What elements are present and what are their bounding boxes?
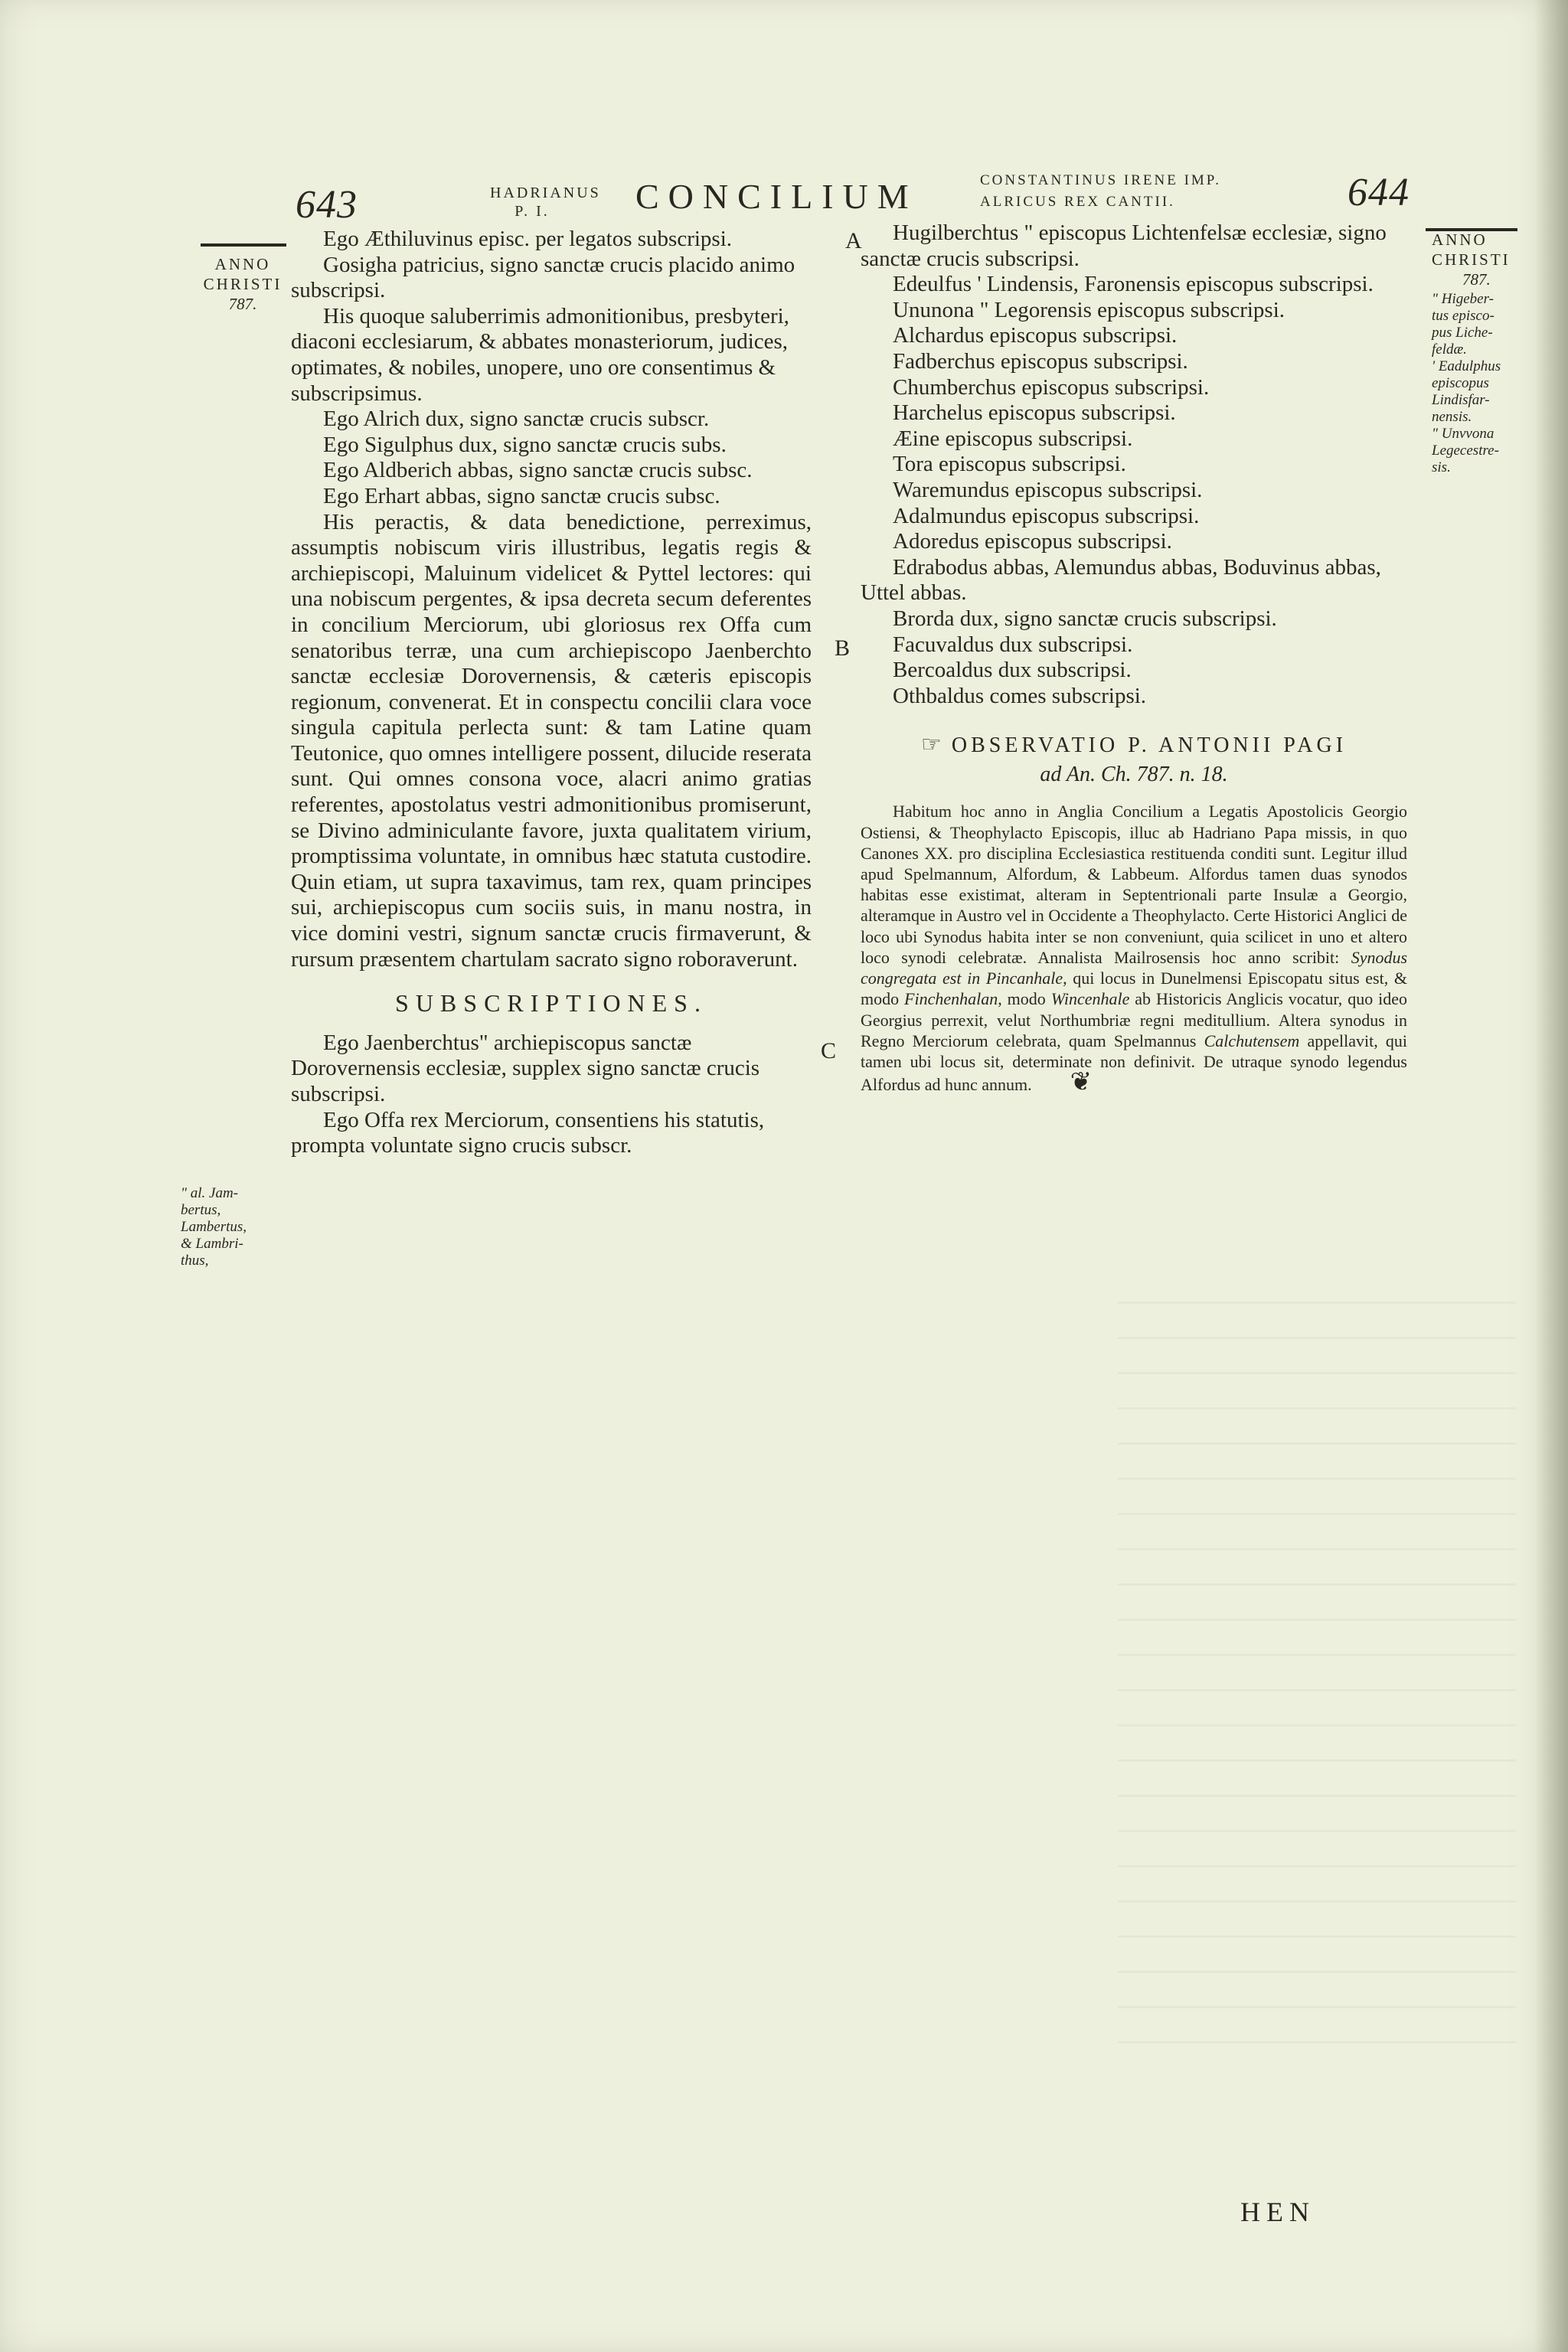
left-paragraph: Gosigha patricius, signo sanctæ crucis placido animo subscripsi. bbox=[291, 252, 795, 303]
margin-note-line: " Higeber- bbox=[1432, 291, 1494, 307]
footnote-line: thus, bbox=[181, 1253, 209, 1269]
footnote-line: " al. Jam- bbox=[181, 1185, 238, 1201]
right-subscription: Chumberchus episcopus subscripsi. bbox=[893, 374, 1210, 400]
right-subscription: Bercoaldus dux subscripsi. bbox=[893, 658, 1132, 683]
right-subscription: Ununona " Legorensis episcopus subscripsi. bbox=[893, 297, 1285, 322]
right-subscription: Edeulfus ' Lindensis, Faronensis episcopus subscripsi. bbox=[893, 272, 1374, 297]
margin-note-line: episcopus bbox=[1432, 375, 1489, 391]
left-subscription: Ego Jaenberchtus" archiepiscopus sanctæ Dorovernensis ecclesiæ, supplex signo sanctæ crucis subscripsi. bbox=[291, 1030, 760, 1106]
show-through-text bbox=[1118, 1302, 1516, 2067]
right-subscription: Edrabodus abbas, Alemundus abbas, Boduvinus abbas, Uttel abbas. bbox=[861, 554, 1381, 606]
margin-note-line: " Unvvona bbox=[1432, 426, 1494, 442]
running-head-hadrianus-line1: HADRIANUS bbox=[490, 185, 601, 201]
obs-text: , qui locus in Dunelmensi Episcopatu situs est, & modo bbox=[861, 969, 1407, 1009]
obs-text: , modo bbox=[998, 989, 1046, 1009]
obs-italic: Wincenhale bbox=[1050, 989, 1130, 1009]
obs-italic: Synodus congregata est in Pincanhale bbox=[861, 947, 1408, 988]
page-edge-shadow bbox=[1534, 0, 1568, 2352]
section-letter-b: B bbox=[835, 635, 851, 661]
anno-right-l3: 787. bbox=[1462, 270, 1491, 289]
running-head-right bbox=[980, 170, 1221, 213]
page-number-left: 643 bbox=[296, 183, 358, 227]
pointing-hand-icon: ☞ bbox=[920, 732, 946, 758]
margin-note-line: ' Eadulphus bbox=[1432, 358, 1501, 374]
anno-christi-right bbox=[1432, 230, 1524, 476]
anno-left-l1: ANNO bbox=[214, 255, 271, 273]
right-subscription: Æine episcopus subscripsi. bbox=[893, 426, 1133, 451]
left-subscription: Ego Alrich dux, signo sanctæ crucis subscr. bbox=[323, 407, 710, 432]
margin-note-line: nensis. bbox=[1432, 409, 1472, 425]
margin-notes-right bbox=[1432, 291, 1524, 476]
right-subscription: Alchardus episcopus subscripsi. bbox=[893, 323, 1178, 348]
observatio-heading-text: OBSERVATIO P. ANTONII PAGI bbox=[951, 733, 1348, 758]
obs-text: Habitum hoc anno in Anglia Concilium a Legatis Apostolicis Georgio Ostiensi, & Theophylacto Episcopis, illuc ab Hadriano Papa missis, in quo Canones XX. pro disciplina Ecclesiastica restituenda conditi sunt. Legitur illud apud Spelmannum, Alfordum, & Labbeum. Alfordus tamen duas synodos habitas esse existimat, alteram in Septentrionali parte Insulæ a Georgio, alteramque in Austro vel in Occidente a Theophylacto. Certe Historici Anglici de loco ubi Synodus habita inter se non conveniunt, quia scilicet in uno et altero loco synodi celebratæ. Annalista Mailrosensis hoc anno scribit: bbox=[861, 802, 1407, 967]
right-subscription: Harchelus episcopus subscripsi. bbox=[893, 400, 1176, 426]
left-subscription: Ego Erhart abbas, signo sanctæ crucis subsc. bbox=[323, 483, 720, 508]
obs-text: ab Historicis Anglicis vocatur, quo ideo Georgius perrexit, velut Northumbriæ regni meditullium. Altera synodus in Regno Merciorum celebrata, quam Spelmannus bbox=[861, 989, 1407, 1050]
obs-italic: Finchenhalan bbox=[904, 989, 998, 1009]
right-subscription: Hugilberchtus " episcopus Lichtenfelsæ ecclesiæ, signo sanctæ crucis subscripsi. bbox=[861, 220, 1387, 271]
page-number-right: 644 bbox=[1348, 171, 1410, 214]
right-column bbox=[861, 220, 1407, 1095]
right-subscription: Tora episcopus subscripsi. bbox=[893, 452, 1126, 477]
anno-right-l2: CHRISTI bbox=[1432, 250, 1511, 269]
flourish-ornament-icon: ❦ bbox=[1070, 1068, 1093, 1097]
margin-note-line: sis. bbox=[1432, 459, 1451, 475]
margin-note-line: tus episco- bbox=[1432, 308, 1494, 324]
running-head-right-line2: ALRICUS REX CANTII. bbox=[980, 194, 1175, 210]
right-subscription: Fadberchus episcopus subscripsi. bbox=[893, 348, 1188, 374]
right-subscription: Adalmundus episcopus subscripsi. bbox=[893, 503, 1200, 528]
left-subscription: Ego Offa rex Merciorum, consentiens his statutis, prompta voluntate signo crucis subscr. bbox=[291, 1107, 765, 1158]
margin-rule-left bbox=[201, 243, 286, 247]
margin-note-line: Lindisfar- bbox=[1432, 392, 1490, 408]
obs-text: appellavit, qui tamen ubi locus sit, determinate non definivit. De utraque synodo legendus Alfordus ad hunc annum. bbox=[861, 1031, 1408, 1095]
footnote-line: bertus, bbox=[181, 1202, 221, 1218]
margin-note-line: feldæ. bbox=[1432, 341, 1467, 358]
right-subscription: Waremundus episcopus subscripsi. bbox=[893, 477, 1203, 502]
right-subscription: Facuvaldus dux subscripsi. bbox=[893, 632, 1133, 657]
left-subscription: Ego Aldberich abbas, signo sanctæ crucis subsc. bbox=[323, 458, 753, 483]
subscriptiones-heading: SUBSCRIPTIONES. bbox=[395, 989, 707, 1018]
margin-note-line: pus Liche- bbox=[1432, 325, 1493, 341]
running-head-title: CONCILIUM bbox=[635, 177, 918, 216]
anno-left-l2: CHRISTI bbox=[203, 275, 283, 293]
section-letter-a: A bbox=[845, 228, 862, 253]
right-subscription: Adoredus episcopus subscripsi. bbox=[893, 529, 1172, 554]
observatio-subheading: ad An. Ch. 787. n. 18. bbox=[1040, 762, 1228, 786]
left-column bbox=[291, 227, 812, 1159]
left-paragraph: Ego Æthiluvinus episc. per legatos subscripsi. bbox=[323, 227, 733, 251]
right-subscription: Othbaldus comes subscripsi. bbox=[893, 683, 1147, 708]
anno-christi-left bbox=[201, 254, 285, 314]
running-head-hadrianus-line2: P. I. bbox=[514, 203, 550, 220]
left-paragraph: His peractis, & data benedictione, perreximus, assumptis nobiscum viris illustribus, legatis regis & archiepiscopi, Maluinum videlicet & Pyttel lectores: qui una nobiscum pergentes, & ipsa decreta secum deferentes in concilium Merciorum, ubi gloriosus rex Offa cum senatoribus terræ, una cum archiepiscopo Jaenberchto sanctæ ecclesiæ Dorovernensis, & cæteris episcopis regionum, convenerat. Et in conspectu concilii clara voce singula capitula perlecta sunt: & tam Latine quam Teutonice, quo omnes intelligere possent, dilucide reserata sunt. Qui omnes consona voce, alacri animo gratias referentes, apostolatus vestri admonitionibus promiserunt, se Divino adminiculante favore, juxta qualitatem virium, promptissima voluntate, in omnibus hæc statuta custodire. Quin etiam, ut supra taxavimus, tam rex, quam principes sui, archiepiscopus cum sociis suis, in manu nostra, in vice domini vestri, signum sanctæ crucis firmaverunt, & rursum præsentem chartulam sacrato signo roboraverunt. bbox=[291, 509, 812, 972]
footnote-line: & Lambri- bbox=[181, 1236, 243, 1252]
obs-italic: Calchutensem bbox=[1204, 1031, 1300, 1050]
observatio-heading bbox=[861, 732, 1407, 759]
footnote-line: Lambertus, bbox=[181, 1219, 247, 1235]
margin-note-line: Legecestre- bbox=[1432, 443, 1499, 459]
running-head-hadrianus bbox=[490, 184, 601, 220]
observatio-body bbox=[861, 801, 1407, 1095]
left-subscription: Ego Sigulphus dux, signo sanctæ crucis subs. bbox=[323, 432, 727, 457]
catchword: HEN bbox=[1240, 2197, 1315, 2227]
anno-right-l1: ANNO bbox=[1432, 230, 1488, 249]
right-subscription: Brorda dux, signo sanctæ crucis subscripsi. bbox=[893, 606, 1277, 631]
left-paragraph: His quoque saluberrimis admonitionibus, presbyteri, diaconi ecclesiarum, & abbates monasteriorum, judices, optimates, & nobiles, unopere, uno ore consentimus & subscripsimus. bbox=[291, 303, 789, 406]
running-head-right-line1: CONSTANTINUS IRENE IMP. bbox=[980, 172, 1222, 188]
section-letter-c: C bbox=[821, 1038, 837, 1063]
footnote-left bbox=[181, 1185, 279, 1269]
anno-left-l3: 787. bbox=[228, 295, 257, 313]
